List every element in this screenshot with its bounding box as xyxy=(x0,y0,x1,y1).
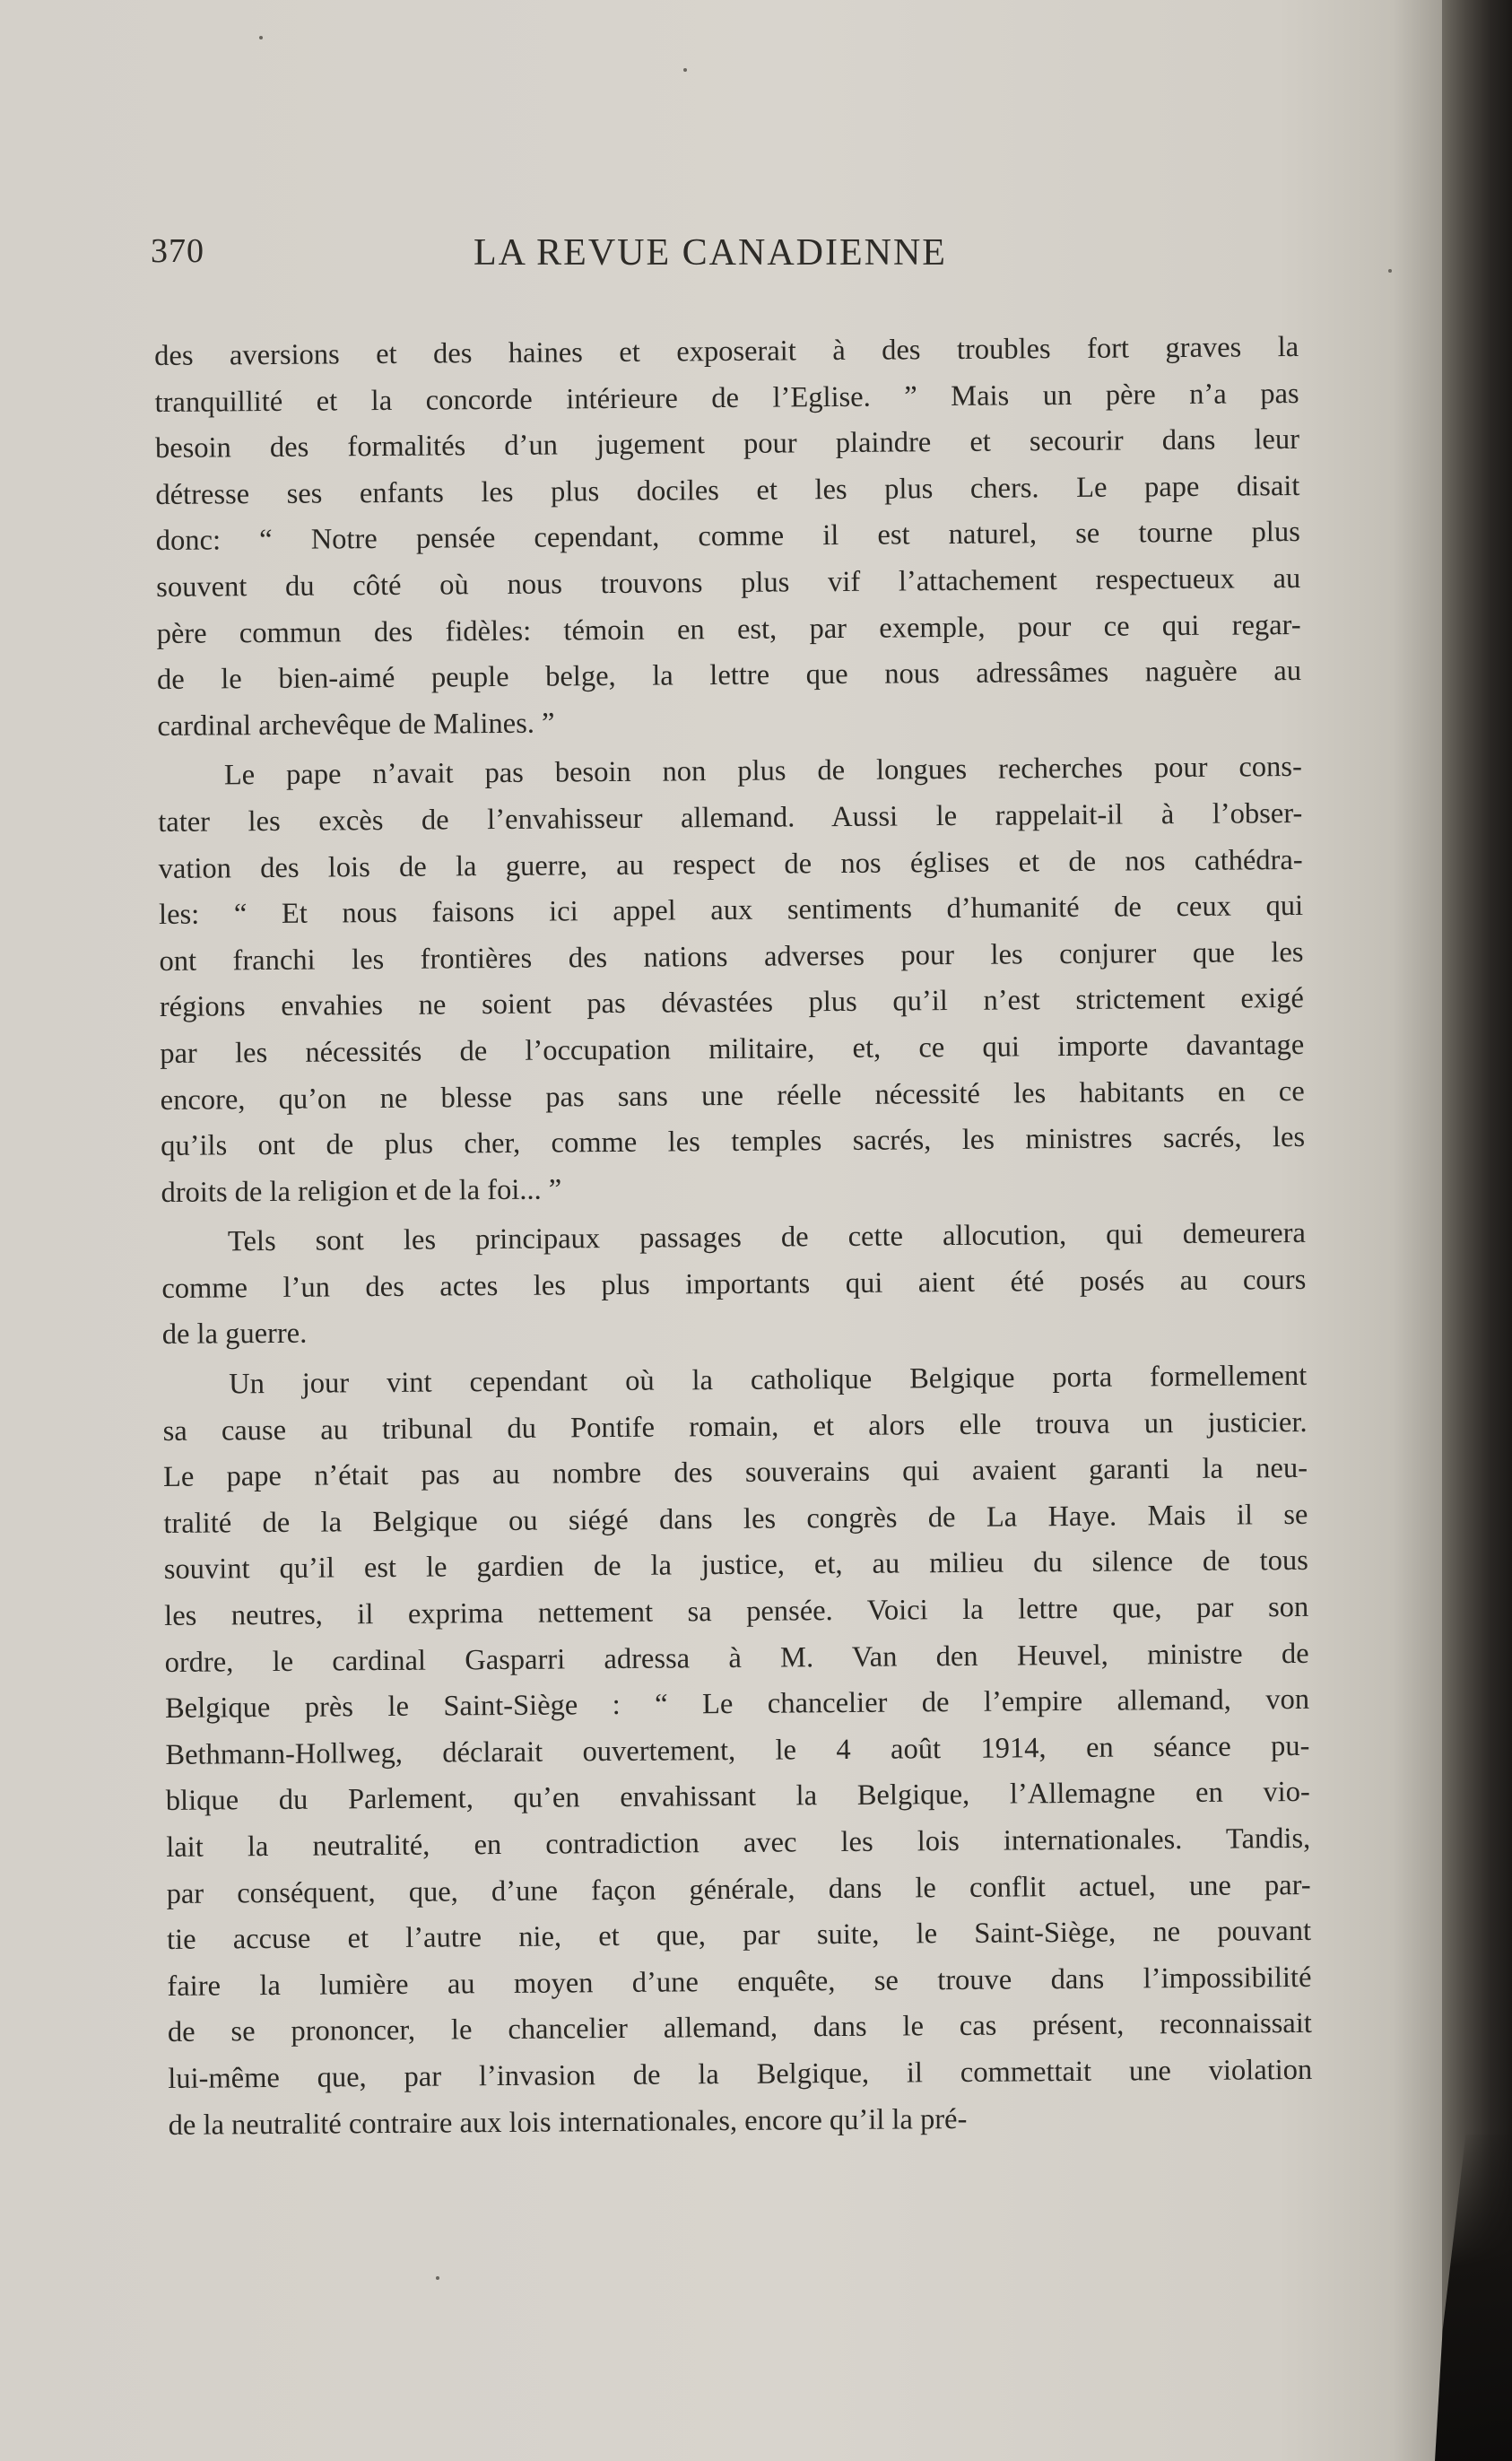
page-header xyxy=(151,231,1299,285)
text-line: tater les excès de l’envahisseur allemand. Aussi le rappelait-il à l’obser- xyxy=(158,796,1303,839)
text-line: tie accuse et l’autre nie, et que, par suite, le Saint-Siège, ne pouvant xyxy=(166,1915,1312,1957)
text-line: vation des lois de la guerre, au respect de nos églises et de nos cathédra- xyxy=(158,843,1303,885)
paper-speck xyxy=(259,36,263,39)
text-line: de se prononcer, le chancelier allemand, dans le cas présent, reconnaissait xyxy=(167,2007,1312,2049)
running-title: LA REVUE CANADIENNE xyxy=(474,232,947,274)
text-line: ont franchi les frontières des nations adverses pour les conjurer que les xyxy=(159,935,1304,978)
page-number: 370 xyxy=(151,232,204,270)
text-line: lui-même que, par l’invasion de la Belgique, il commettait une violation xyxy=(168,2053,1313,2095)
text-line: les neutres, il exprima nettement sa pensée. Voici la lettre que, par son xyxy=(164,1590,1309,1632)
paragraph xyxy=(161,1211,1307,1359)
text-line: de la neutralité contraire aux lois internationales, encore qu’il la pré- xyxy=(168,2102,968,2142)
text-line: par conséquent, que, d’une façon générale, dans le conflit actuel, une par- xyxy=(166,1868,1311,1910)
text-line: Le pape n’était pas au nombre des souverains qui avaient garanti la neu- xyxy=(162,1452,1308,1494)
text-line: faire la lumière au moyen d’une enquête, se trouve dans l’impossibilité xyxy=(167,1961,1312,2003)
text-line: qu’ils ont de plus cher, comme les temples sacrés, les ministres sacrés, les xyxy=(160,1121,1306,1163)
text-line: par les nécessités de l’occupation militaire, et, ce qui importe davantage xyxy=(160,1028,1305,1070)
text-line: donc: “ Notre pensée cependant, comme il est naturel, se tourne plus xyxy=(155,516,1300,558)
text-line: Un jour vint cependant où la catholique Belgique porta formellement xyxy=(229,1360,1308,1401)
text-line: souvint qu’il est le gardien de la justice, et, au milieu du silence de tous xyxy=(163,1544,1308,1587)
text-line: de la guerre. xyxy=(161,1317,308,1352)
paper-speck xyxy=(436,2276,439,2280)
text-line: souvent du côté où nous trouvons plus vif l’attachement respectueux au xyxy=(156,561,1301,604)
text-line: Tels sont les principaux passages de cette allocution, qui demeurera xyxy=(227,1217,1307,1258)
text-line: tranquillité et la concorde intérieure de l’Eglise. ” Mais un père n’a pas xyxy=(154,377,1299,419)
text-line: de le bien-aimé peuple belge, la lettre que nous adressâmes naguère au xyxy=(156,655,1302,697)
text-line: droits de la religion et de la foi... ” xyxy=(161,1173,562,1209)
text-line: ordre, le cardinal Gasparri adressa à M. Van den Heuvel, ministre de xyxy=(164,1637,1309,1679)
text-line: cardinal archevêque de Malines. ” xyxy=(157,707,555,743)
text-line: blique du Parlement, qu’en envahissant la Belgique, l’Allemagne en vio- xyxy=(165,1776,1310,1818)
paragraph xyxy=(162,1353,1313,2149)
paper-speck xyxy=(1388,269,1392,273)
text-line: sa cause au tribunal du Pontife romain, et alors elle trouva un justicier. xyxy=(162,1405,1308,1448)
book-spine-shadow xyxy=(1442,0,1512,2461)
paragraph xyxy=(158,744,1306,1216)
text-line: détresse ses enfants les plus dociles et les plus chers. Le pape disait xyxy=(155,469,1300,511)
text-line: Le pape n’avait pas besoin non plus de longues recherches pour cons- xyxy=(223,751,1302,792)
text-line: comme l’un des actes les plus importants qui aient été posés au cours xyxy=(161,1263,1307,1305)
text-line: des aversions et des haines et exposerait à des troubles fort graves la xyxy=(154,330,1299,372)
text-line: régions envahies ne soient pas dévastées plus qu’il n’est strictement exigé xyxy=(159,982,1305,1024)
text-line: tralité de la Belgique ou siégé dans les congrès de La Haye. Mais il se xyxy=(163,1498,1308,1540)
paper-speck xyxy=(683,68,687,72)
text-line: lait la neutralité, en contradiction avec les lois internationales. Tandis, xyxy=(166,1822,1311,1864)
text-line: père commun des fidèles: témoin en est, par exemple, pour ce qui regar- xyxy=(156,608,1301,650)
paragraph xyxy=(154,325,1302,750)
body-text xyxy=(154,325,1313,2149)
text-line: encore, qu’on ne blesse pas sans une réelle nécessité les habitants en ce xyxy=(160,1074,1305,1117)
text-line: les: “ Et nous faisons ici appel aux sentiments d’humanité de ceux qui xyxy=(158,890,1304,932)
text-line: besoin des formalités d’un jugement pour plaindre et secourir dans leur xyxy=(154,423,1300,465)
text-line: Belgique près le Saint-Siège : “ Le chancelier de l’empire allemand, von xyxy=(164,1683,1310,1726)
text-line: Bethmann-Hollweg, déclarait ouvertement, le 4 août 1914, en séance pu- xyxy=(165,1729,1310,1771)
